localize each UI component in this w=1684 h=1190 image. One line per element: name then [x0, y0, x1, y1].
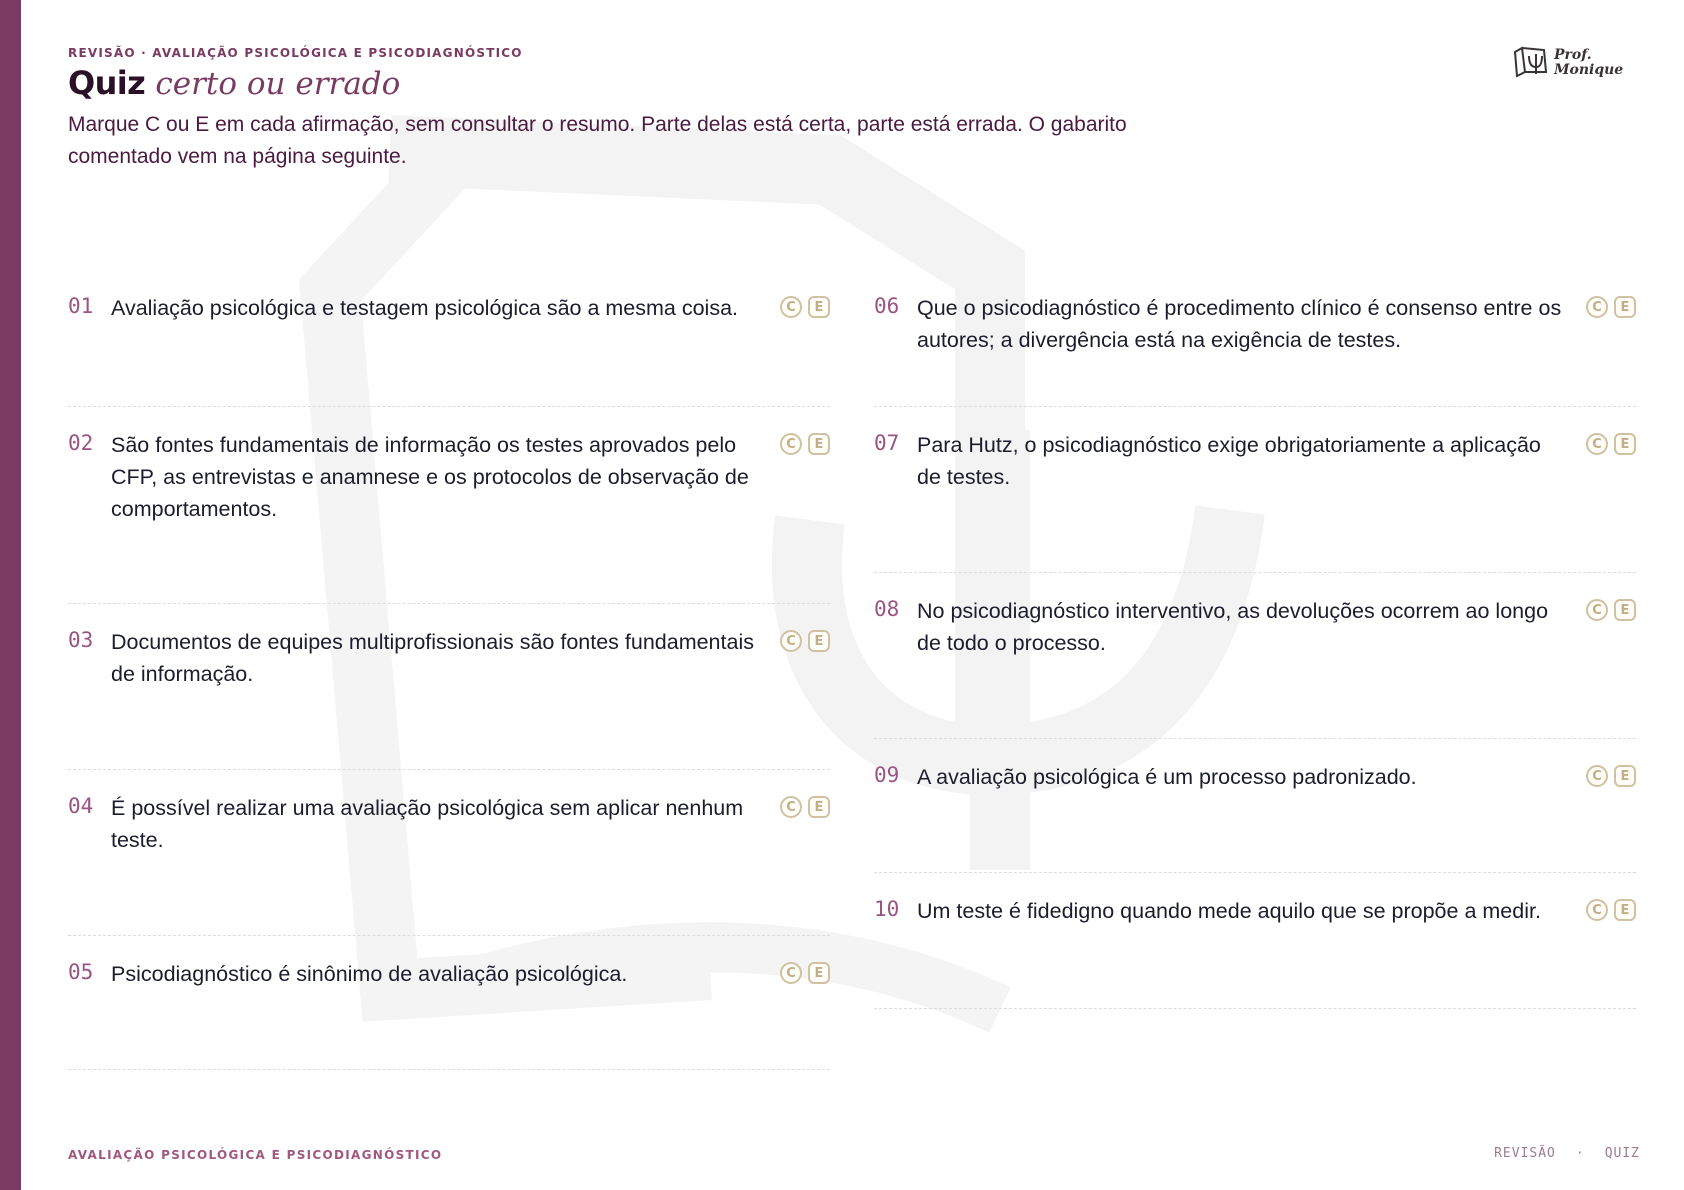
- answer-c-button[interactable]: C: [780, 433, 802, 455]
- answer-c-button[interactable]: C: [780, 296, 802, 318]
- question-text: No psicodiagnóstico interventivo, as devoluções ocorrem ao longo de todo o processo.: [917, 599, 1549, 655]
- answer-options: [780, 962, 830, 984]
- question-number: 06: [874, 294, 900, 318]
- answer-e-button[interactable]: E: [808, 796, 830, 818]
- answer-c-button[interactable]: C: [780, 962, 802, 984]
- answer-options: [780, 630, 830, 652]
- answer-c-button[interactable]: C: [1586, 433, 1608, 455]
- intro-text: Marque C ou E em cada afirmação, sem consultar o resumo. Parte delas está certa, parte está errada. O gabarito comentado vem na página seguinte.: [68, 113, 1127, 168]
- question-number: 08: [874, 597, 900, 621]
- question-item: [68, 770, 830, 936]
- footer-separator: ·: [1575, 1146, 1585, 1161]
- answer-e-button[interactable]: E: [1614, 599, 1636, 621]
- title-bold: Quiz: [68, 64, 146, 102]
- page-title: [68, 64, 1268, 103]
- book-psi-icon: [1512, 46, 1550, 80]
- question-text: É possível realizar uma avaliação psicológica sem aplicar nenhum teste.: [111, 796, 744, 852]
- answer-options: [1586, 899, 1636, 921]
- question-number: 01: [68, 294, 94, 318]
- answer-options: [780, 796, 830, 818]
- question-text: A avaliação psicológica é um processo padronizado.: [917, 765, 1417, 789]
- question-text: Psicodiagnóstico é sinônimo de avaliação psicológica.: [111, 962, 628, 986]
- question-number: 07: [874, 431, 900, 455]
- question-item: [874, 407, 1636, 573]
- question-item: [874, 573, 1636, 739]
- answer-options: [1586, 296, 1636, 318]
- question-number: 10: [874, 897, 900, 921]
- page-header: [68, 46, 1268, 173]
- question-item: [68, 270, 830, 407]
- brand-line1: Prof.: [1554, 47, 1592, 63]
- answer-c-button[interactable]: C: [1586, 599, 1608, 621]
- brand-name: [1554, 48, 1623, 78]
- answer-e-button[interactable]: E: [1614, 765, 1636, 787]
- question-item: [68, 936, 830, 1070]
- footer-section: REVISÃO: [1494, 1146, 1556, 1161]
- answer-e-button[interactable]: E: [1614, 296, 1636, 318]
- footer-page: QUIZ: [1604, 1146, 1640, 1161]
- question-item: [874, 270, 1636, 407]
- answer-options: [1586, 765, 1636, 787]
- answer-c-button[interactable]: C: [780, 796, 802, 818]
- question-number: 09: [874, 763, 900, 787]
- question-item: [68, 407, 830, 604]
- question-number: 05: [68, 960, 94, 984]
- question-text: Para Hutz, o psicodiagnóstico exige obrigatoriamente a aplicação de testes.: [917, 433, 1541, 489]
- question-number: 02: [68, 431, 94, 455]
- accent-bar: [0, 0, 21, 1190]
- answer-options: [780, 433, 830, 455]
- answer-e-button[interactable]: E: [1614, 433, 1636, 455]
- question-number: 04: [68, 794, 94, 818]
- footer-course-title: AVALIAÇÃO PSICOLÓGICA E PSICODIAGNÓSTICO: [68, 1148, 443, 1162]
- answer-e-button[interactable]: E: [808, 630, 830, 652]
- question-text: Documentos de equipes multiprofissionais são fontes fundamentais de informação.: [111, 630, 754, 686]
- answer-e-button[interactable]: E: [1614, 899, 1636, 921]
- question-item: [68, 604, 830, 770]
- answer-options: [1586, 433, 1636, 455]
- answer-options: [780, 296, 830, 318]
- question-text: São fontes fundamentais de informação os testes aprovados pelo CFP, as entrevistas e anamnese e os protocolos de observação de comportamentos.: [111, 433, 749, 521]
- answer-c-button[interactable]: C: [1586, 296, 1608, 318]
- answer-e-button[interactable]: E: [808, 296, 830, 318]
- question-number: 03: [68, 628, 94, 652]
- answer-c-button[interactable]: C: [1586, 899, 1608, 921]
- title-italic: certo ou errado: [155, 66, 401, 102]
- answer-c-button[interactable]: C: [780, 630, 802, 652]
- brand-logo: [1512, 46, 1623, 80]
- answer-options: [1586, 599, 1636, 621]
- question-column-left: [68, 270, 830, 1070]
- question-item: [874, 739, 1636, 873]
- question-column-right: [874, 270, 1636, 1009]
- question-text: Um teste é fidedigno quando mede aquilo que se propõe a medir.: [917, 899, 1541, 923]
- question-text: Avaliação psicológica e testagem psicológica são a mesma coisa.: [111, 296, 739, 320]
- section-eyebrow: REVISÃO · AVALIAÇÃO PSICOLÓGICA E PSICODIAGNÓSTICO: [68, 46, 523, 60]
- brand-line2: Monique: [1554, 62, 1624, 78]
- answer-e-button[interactable]: E: [808, 433, 830, 455]
- answer-c-button[interactable]: C: [1586, 765, 1608, 787]
- question-text: Que o psicodiagnóstico é procedimento clínico é consenso entre os autores; a divergência está na exigência de testes.: [917, 296, 1562, 352]
- answer-e-button[interactable]: E: [808, 962, 830, 984]
- question-item: [874, 873, 1636, 1009]
- footer-page-label: [1494, 1146, 1640, 1161]
